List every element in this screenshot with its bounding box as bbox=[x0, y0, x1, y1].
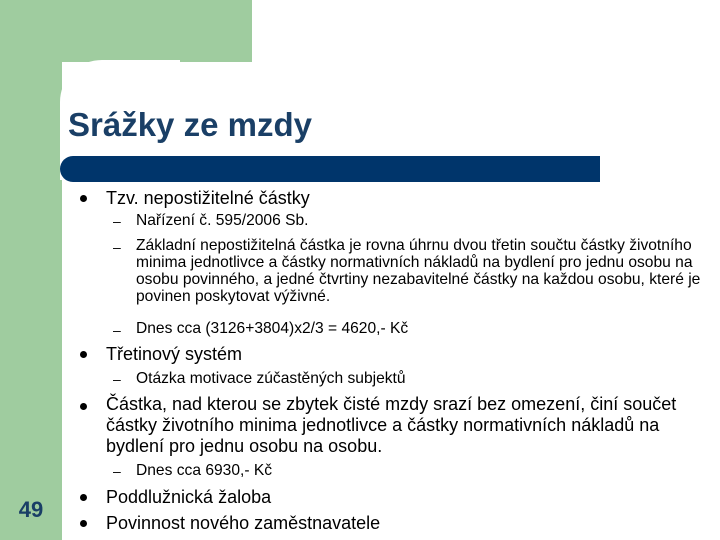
dash-marker: – bbox=[113, 213, 121, 229]
decorative-green-top-panel bbox=[0, 0, 252, 62]
dash-marker: – bbox=[113, 371, 121, 387]
bullet-item: Částka, nad kterou se zbytek čisté mzdy srazí bez omezení, činí součet částky životního minima jednotlivce a částky normativních nákladů na bydlení pro jednu osobu na osobu. bbox=[106, 394, 677, 456]
slide-number: 49 bbox=[18, 497, 44, 522]
bullet-item: Tzv. nepostižitelné částky bbox=[106, 188, 310, 208]
bullet-dot bbox=[80, 195, 87, 202]
decorative-green-left-panel bbox=[0, 62, 62, 540]
subbullet-item: Nařízení č. 595/2006 Sb. bbox=[136, 212, 309, 229]
bullet-item: Povinnost nového zaměstnavatele bbox=[106, 513, 381, 533]
subbullet-item: Otázka motivace zúčastěných subjektů bbox=[136, 370, 406, 387]
subbullet-item: Základní nepostižitelná částka je rovna úhrnu dvou třetin součtu částky životního minima jednotlivce a částky normativních nákladů na bydlení pro jednu osobu na osobu povinného, a jedné čtvrtiny nezabavitelné částky na každou osobu, které je povinen poskytovat výživné. bbox=[136, 237, 701, 305]
bullet-dot bbox=[80, 351, 87, 358]
bullet-dot bbox=[80, 403, 87, 410]
dash-marker: – bbox=[113, 463, 121, 479]
title-underline-bar bbox=[60, 156, 600, 182]
bullet-item: Poddlužnická žaloba bbox=[106, 487, 272, 507]
slide-title: Srážky ze mzdy bbox=[68, 106, 312, 143]
dash-marker: – bbox=[113, 322, 121, 338]
subbullet-item: Dnes cca (3126+3804)x2/3 = 4620,- Kč bbox=[136, 320, 409, 337]
subbullet-item: Dnes cca 6930,- Kč bbox=[136, 462, 273, 479]
bullet-dot bbox=[80, 494, 87, 501]
bullet-item: Třetinový systém bbox=[106, 344, 243, 364]
dash-marker: – bbox=[113, 239, 121, 255]
bullet-dot bbox=[80, 520, 87, 527]
